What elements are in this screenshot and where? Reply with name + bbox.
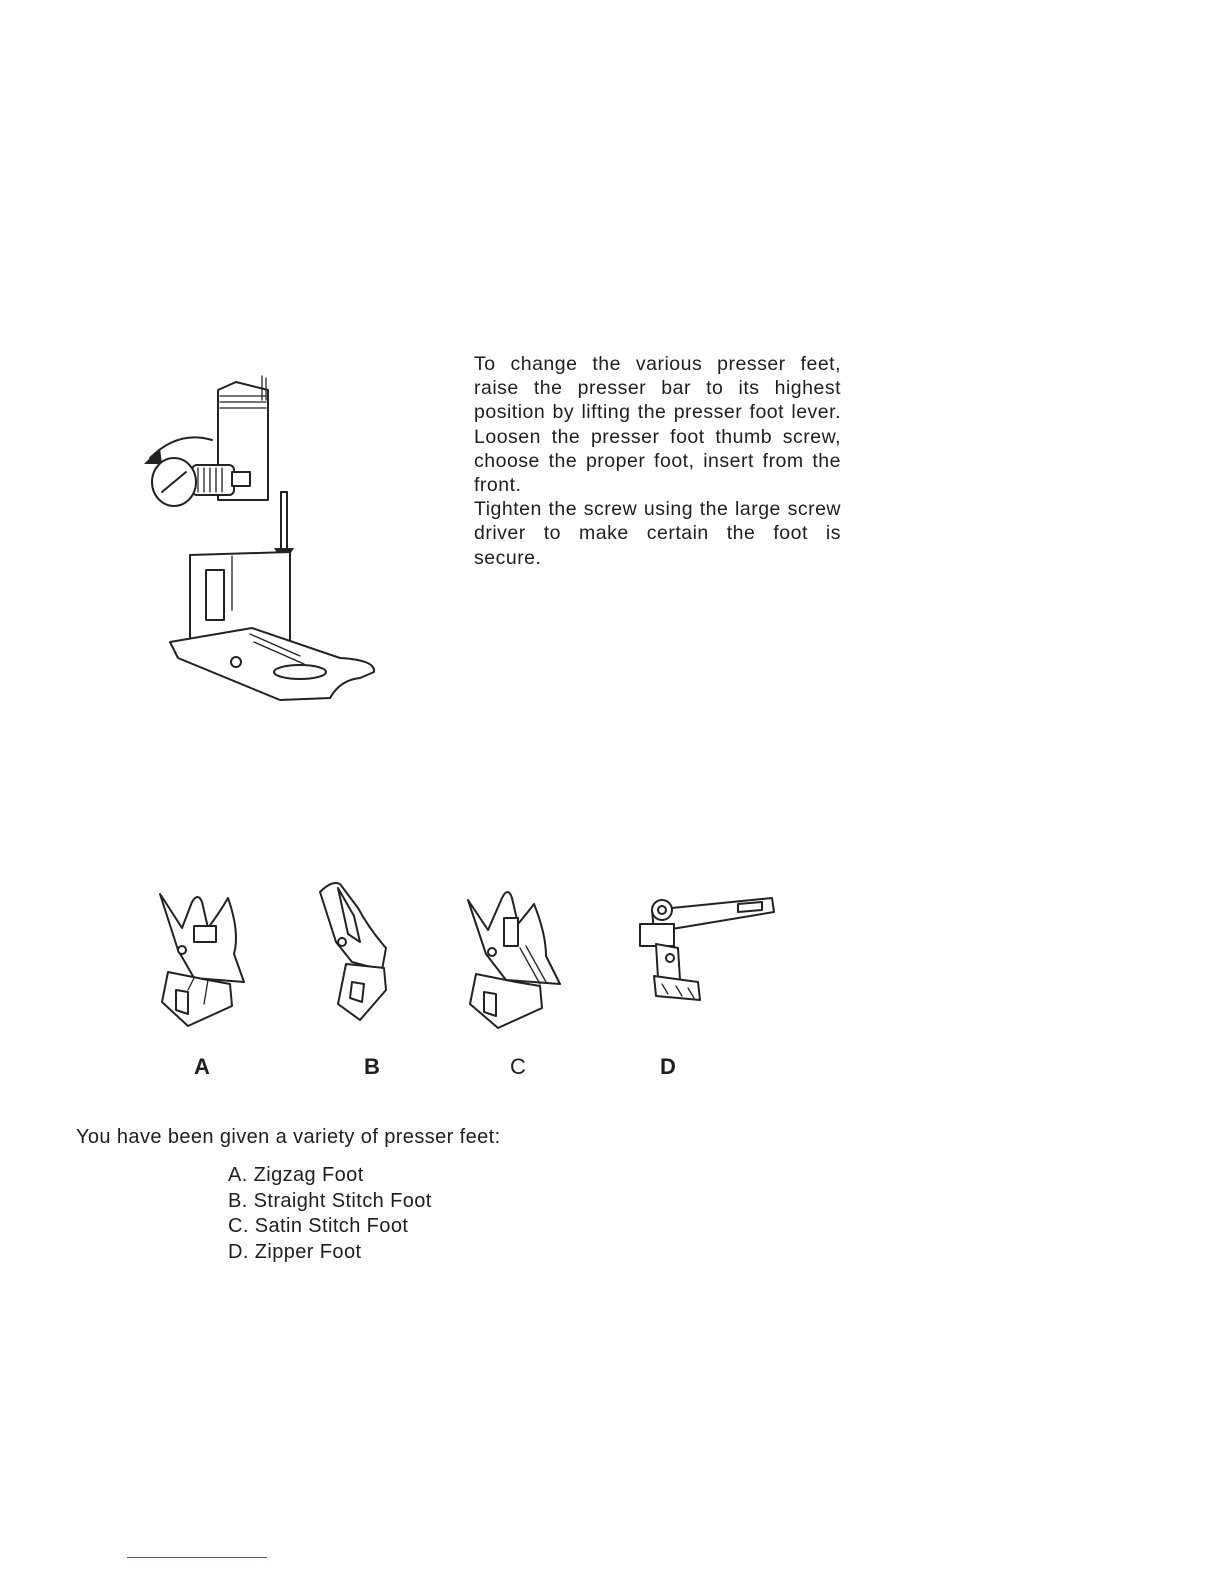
foot-label-c: C — [510, 1054, 526, 1079]
list-item: A. Zigzag Foot — [228, 1164, 364, 1186]
presser-foot-change-illustration — [140, 360, 390, 710]
zipper-foot-illustration — [632, 884, 782, 1014]
presser-feet-list — [228, 1163, 432, 1265]
straight-stitch-foot-illustration — [306, 872, 406, 1032]
zigzag-foot-illustration — [148, 872, 258, 1032]
footer-divider — [127, 1557, 267, 1558]
list-item: C. Satin Stitch Foot — [228, 1215, 409, 1237]
instructions-paragraph-2: Tighten the screw using the large screw driver to make certain the foot is secure. — [474, 498, 841, 569]
foot-label-a: A — [194, 1054, 210, 1079]
list-item: B. Straight Stitch Foot — [228, 1189, 432, 1212]
presser-foot-instructions — [474, 352, 841, 570]
list-item: D. Zipper Foot — [228, 1240, 362, 1263]
instructions-paragraph-1: To change the various presser feet, raise the presser bar to its highest position by lifting the presser foot lever. Loosen the presser foot thumb screw, choose the proper foot, insert from the front. — [474, 353, 841, 497]
foot-label-b: B — [364, 1054, 380, 1079]
feet-intro-text: You have been given a variety of presser feet: — [76, 1126, 501, 1148]
foot-label-d: D — [660, 1054, 676, 1079]
satin-stitch-foot-illustration — [454, 872, 574, 1032]
